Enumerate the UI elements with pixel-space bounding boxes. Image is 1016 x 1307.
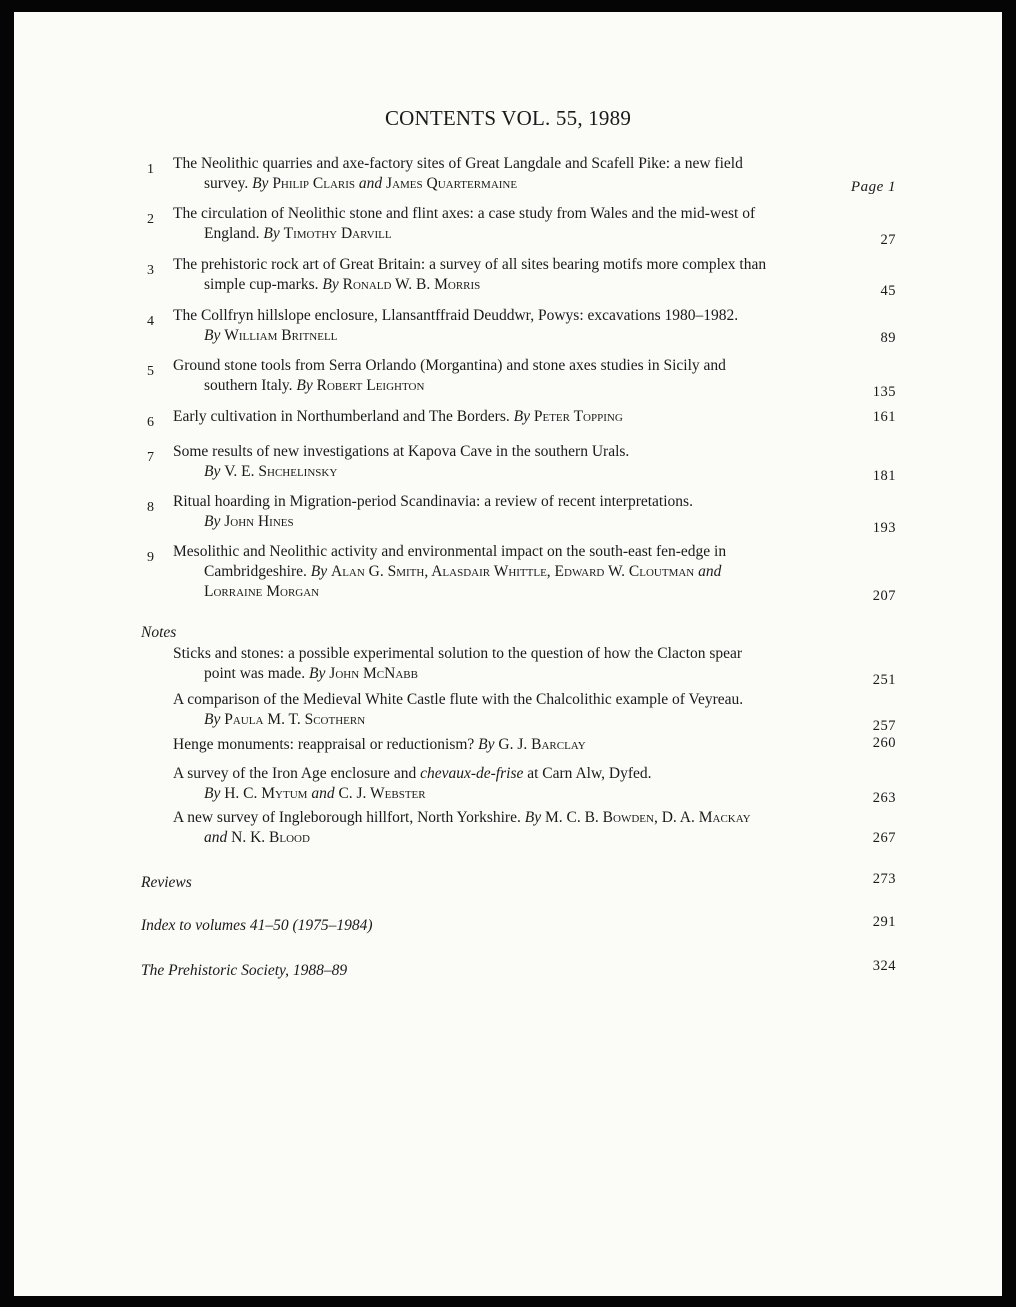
document-page <box>14 12 1002 1296</box>
entry-text: Sticks and stones: a possible experimental solution to the question of how the Clacton spear point was made. By John McNabb <box>173 645 743 682</box>
entry-page: Page 1 <box>850 179 896 195</box>
entry-number: 7 <box>147 450 154 465</box>
entry-text: The Collfryn hillslope enclosure, Llansantffraid Deuddwr, Powys: excavations 1980–1982. By William Britnell <box>173 307 739 344</box>
entry-page: 251 <box>872 672 896 688</box>
entry-page: 161 <box>872 409 896 425</box>
entry-page: 207 <box>872 588 896 604</box>
entry-page: 263 <box>872 790 896 806</box>
section-society[interactable]: The Prehistoric Society, 1988–89 <box>141 962 348 979</box>
entry-number: 6 <box>147 415 154 430</box>
entry-number: 1 <box>147 162 154 177</box>
entry-text: Ground stone tools from Serra Orlando (Morgantina) and stone axes studies in Sicily and southern Italy. By Robert Leighton <box>173 357 726 394</box>
entry-page: 257 <box>872 718 896 734</box>
entry-page: 267 <box>872 830 896 846</box>
entry-page: 27 <box>880 232 896 248</box>
entry-text: The prehistoric rock art of Great Britain: a survey of all sites bearing motifs more complex than simple cup-marks. By Ronald W. B. Morris <box>173 256 767 293</box>
entry-number: 2 <box>147 212 154 227</box>
entry-text: A survey of the Iron Age enclosure and chevaux-de-frise at Carn Alw, Dyfed. By H. C. Mytum and C. J. Webster <box>173 765 652 802</box>
entry-number: 3 <box>147 263 154 278</box>
entry-page: 45 <box>880 283 896 299</box>
notes-heading: Notes <box>141 624 177 641</box>
section-reviews-page: 273 <box>872 871 896 887</box>
entry-page: 135 <box>872 384 896 400</box>
entry-text: Some results of new investigations at Kapova Cave in the southern Urals. By V. E. Shchelinsky <box>173 443 630 480</box>
entry-text: Mesolithic and Neolithic activity and environmental impact on the south-east fen-edge in Cambridgeshire. By Alan G. Smith, Alasdair Whittle, Edward W. Cloutman and Lorraine Morgan <box>173 543 727 600</box>
entry-text: Henge monuments: reappraisal or reductionism? By G. J. Barclay <box>173 736 586 753</box>
entry-text: Early cultivation in Northumberland and The Borders. By Peter Topping <box>173 408 623 425</box>
entry-page: 181 <box>872 468 896 484</box>
section-index[interactable]: Index to volumes 41–50 (1975–1984) <box>141 917 373 934</box>
entry-page: 89 <box>880 330 896 346</box>
section-society-page: 324 <box>872 958 896 974</box>
entry-text: A new survey of Ingleborough hillfort, North Yorkshire. By M. C. B. Bowden, D. A. Mackay and N. K. Blood <box>173 809 751 846</box>
entry-number: 8 <box>147 500 154 515</box>
entry-page: 193 <box>872 520 896 536</box>
entry-page: 260 <box>872 735 896 751</box>
section-reviews[interactable]: Reviews <box>141 874 192 891</box>
entry-text: The circulation of Neolithic stone and flint axes: a case study from Wales and the mid-west of England. By Timothy Darvill <box>173 205 756 242</box>
entry-text: The Neolithic quarries and axe-factory sites of Great Langdale and Scafell Pike: a new field survey. By Philip Claris and James Quartermaine <box>173 155 743 192</box>
section-index-page: 291 <box>872 914 896 930</box>
entry-text: Ritual hoarding in Migration-period Scandinavia: a review of recent interpretations. By John Hines <box>173 493 693 530</box>
page-title: CONTENTS VOL. 55, 1989 <box>384 106 632 130</box>
entry-number: 4 <box>147 314 154 329</box>
entry-number: 5 <box>147 364 154 379</box>
entry-number: 9 <box>147 550 154 565</box>
entry-text: A comparison of the Medieval White Castle flute with the Chalcolithic example of Veyreau. By Paula M. T. Scothern <box>173 691 744 728</box>
